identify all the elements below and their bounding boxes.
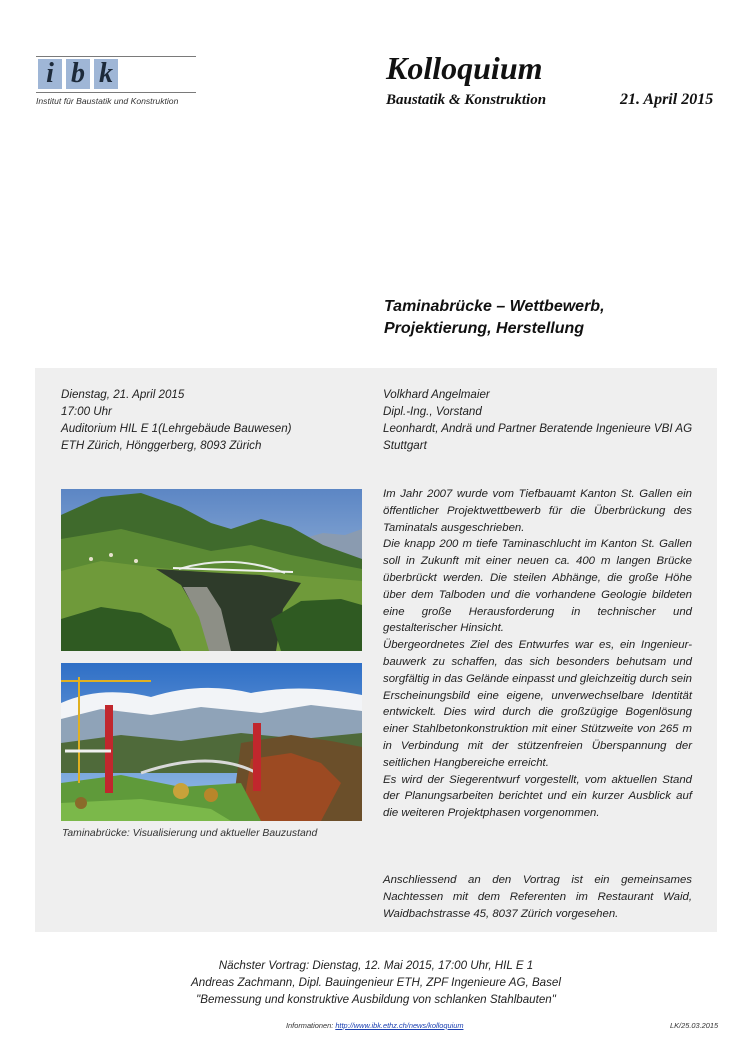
ibk-logo xyxy=(36,56,196,116)
speaker-title: Dipl.-Ing., Vorstand xyxy=(383,405,482,418)
dinner-note: Anschliessend an den Vortrag ist ein gemeinsames Nachtessen mit dem Referenten im Restaurant Waid, Waidbachstrasse 45, 8037 Zürich vorgesehen. xyxy=(383,874,692,920)
next-talk-speaker: Andreas Zachmann, Dipl. Bauingenieur ETH, ZPF Ingenieure AG, Basel xyxy=(191,976,561,989)
event-date: Dienstag, 21. April 2015 xyxy=(61,388,185,401)
image-caption: Taminabrücke: Visualisierung und aktueller Bauzustand xyxy=(62,828,318,839)
abstract-paragraph: Im Jahr 2007 wurde vom Tiefbauamt Kanton St. Gallen ein öffentlicher Projektwettbewerb für die Überbrückung des Taminatals ausgeschrieben. xyxy=(383,488,692,534)
logo-subtitle: Institut für Baustatik und Konstruktion xyxy=(36,96,179,106)
speaker-city: Stuttgart xyxy=(383,439,427,452)
colloquium-title: Kolloquium xyxy=(386,50,543,86)
footer-link[interactable]: http://www.ibk.ethz.ch/news/kolloquium xyxy=(335,1021,464,1030)
event-info xyxy=(61,386,292,454)
event-location: ETH Zürich, Hönggerberg, 8093 Zürich xyxy=(61,439,262,452)
logo-letter-k: k xyxy=(94,59,118,89)
abstract-paragraph: Übergeordnetes Ziel des Entwurfes war es, ein Ingenieur-bauwerk zu schaffen, das sich besonders behutsam und sorgfältig in das Gelände einpasst und gleichzeitig durch sein Erscheinungsbild eine eigene, unverwechselbare Identität entwickelt. Dies wird durch die großzügige Bogenlösung einer Stahlbetonkonstruktion mit einer Stützweite von 265 m in Verbindung mit der stützenfreien Überspannung der seitlichen Hangbereiche erreicht. xyxy=(383,639,693,769)
bridge-visualisation-image xyxy=(61,489,362,651)
next-talk-title: "Bemessung und konstruktive Ausbildung von schlanken Stahlbauten" xyxy=(196,993,556,1006)
logo-letter-b: b xyxy=(66,59,90,89)
logo-top-rule xyxy=(36,56,196,57)
event-room: Auditorium HIL E 1(Lehrgebäude Bauwesen) xyxy=(61,422,292,435)
abstract-paragraph: Die knapp 200 m tiefe Taminaschlucht im Kanton St. Gallen soll in Zukunft mit einer neuen ca. 400 m langen Brücke überbrückt werden. Die steilen Abhänge, die große Höhe über dem Talboden und die vorhandene Geologie bildeten eine große Herausforderung in technischer und gestalterischer Hinsicht. xyxy=(383,538,692,635)
colloquium-date: 21. April 2015 xyxy=(620,91,714,108)
logo-bottom-rule xyxy=(36,92,196,93)
speaker-info xyxy=(383,386,692,454)
footer-label: Informationen: xyxy=(286,1021,334,1030)
footer-code: LK/25.03.2015 xyxy=(670,1021,719,1030)
talk-title: Taminabrücke – Wettbewerb, Projektierung, Herstellung xyxy=(384,298,605,337)
abstract-paragraph: Es wird der Siegerentwurf vorgestellt, vom aktuellen Stand der Planungsarbeiten berichtet und ein kurzer Ausblick auf die weiteren Projektphasen vorgenommen. xyxy=(383,773,692,820)
logo-letter-i: i xyxy=(38,59,62,89)
event-time: 17:00 Uhr xyxy=(61,405,112,418)
next-talk-date: Nächster Vortrag: Dienstag, 12. Mai 2015, 17:00 Uhr, HIL E 1 xyxy=(218,959,534,972)
abstract-text xyxy=(383,486,692,822)
colloquium-subtitle: Baustatik & Konstruktion xyxy=(386,92,547,108)
speaker-company: Leonhardt, Andrä und Partner Beratende Ingenieure VBI AG xyxy=(383,422,693,435)
bridge-construction-image xyxy=(61,663,362,821)
speaker-name: Volkhard Angelmaier xyxy=(383,388,490,401)
footer-info xyxy=(286,1021,463,1030)
